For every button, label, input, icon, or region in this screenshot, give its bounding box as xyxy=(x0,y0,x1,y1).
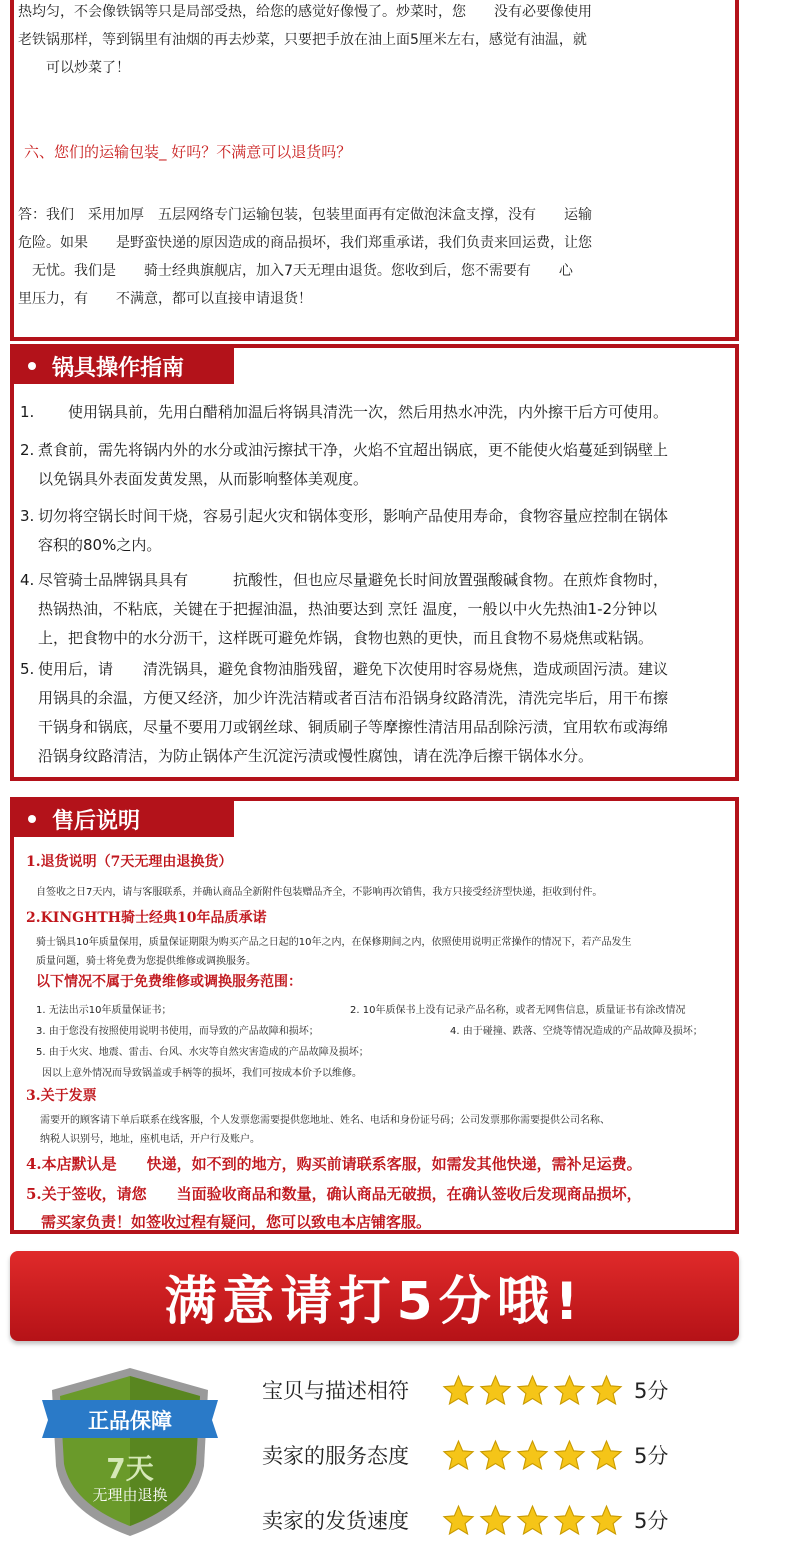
guide-item-num: 2. xyxy=(20,441,35,459)
exclusion-1: 1. 无法出示10年质量保证书； xyxy=(36,1005,172,1016)
rating-label: 卖家的服务态度 xyxy=(262,1444,409,1468)
after-sales-title-tab xyxy=(14,801,234,837)
guide-item-text: 热锅热油，不粘底，关键在于把握油温，热油要达到 烹饪 温度，一般以中火先热油1-2分钟以 xyxy=(38,600,658,618)
shield-big-text: 7天 xyxy=(106,1452,154,1485)
star-icon xyxy=(553,1374,586,1407)
rating-score: 5分 xyxy=(634,1444,669,1468)
after-sales-section xyxy=(10,797,739,1234)
faq-line-3: 可以炒菜了！ xyxy=(18,60,130,76)
banner-text: 满意请打5分哦! xyxy=(164,1271,585,1332)
shield-badge-icon xyxy=(40,1366,220,1538)
faq-answer-3: 无忧。我们是 骑士经典旗舰店，加入7天无理由退货。您收到后，您不需要有 心 xyxy=(18,263,573,279)
guide-item-num: 1. xyxy=(20,403,35,421)
shipping-note: 4.本店默认是 快递，如不到的地方，购买前请联系客服，如需发其他快递，需补足运费。 xyxy=(26,1155,642,1173)
guide-item-text: 煮食前，需先将锅内外的水分或油污擦拭干净，火焰不宜超出锅底，更不能使火焰蔓延到锅壁上 xyxy=(38,441,669,459)
star-icon xyxy=(590,1439,623,1472)
guide-item-text: 上，把食物中的水分沥干，这样既可避免炸锅，食物也熟的更快，而且食物不易烧焦或粘锅。 xyxy=(38,629,654,647)
rating-stars xyxy=(442,1374,632,1407)
star-icon xyxy=(590,1504,623,1537)
receipt-note-1: 5.关于签收，请您 当面验收商品和数量，确认商品无破损，在确认签收后发现商品损坏， xyxy=(26,1185,642,1203)
star-icon xyxy=(442,1504,475,1537)
guide-item-3 xyxy=(20,502,735,560)
faq-line-1: 热均匀，不会像铁锅等只是局部受热，给您的感觉好像慢了。炒菜时，您 没有必要像使用 xyxy=(18,4,592,20)
rating-banner xyxy=(10,1251,739,1341)
rating-label: 卖家的发货速度 xyxy=(262,1509,409,1533)
star-icon xyxy=(590,1374,623,1407)
star-icon xyxy=(479,1374,512,1407)
guide-item-text: 干锅身和锅底，尽量不要用刀或钢丝球、铜质刷子等摩擦性清洁用品刮除污渍，宜用软布或海绵 xyxy=(38,718,669,736)
exclusion-3: 3. 由于您没有按照使用说明书使用，而导致的产品故障和损坏； xyxy=(36,1026,319,1037)
guide-item-text: 切勿将空锅长时间干烧，容易引起火灾和锅体变形，影响产品使用寿命，食物容量应控制在锅体 xyxy=(38,507,669,525)
invoice-text-1: 需要开的顾客请下单后联系在线客服，个人发票您需要提供您地址、姓名、电话和身份证号码；公司发票那你需要提供公司名称、 xyxy=(40,1115,610,1126)
guide-title-tab xyxy=(14,348,234,384)
after-sales-title: 售后说明 xyxy=(52,807,141,834)
return-heading: 1.退货说明（7天无理由退换货） xyxy=(26,854,233,870)
star-icon xyxy=(442,1374,475,1407)
star-icon xyxy=(479,1504,512,1537)
rating-score: 5分 xyxy=(634,1379,669,1403)
star-icon xyxy=(516,1439,549,1472)
faq-question: 六、您们的运输包装_ 好吗？不满意可以退货吗？ xyxy=(24,143,352,161)
invoice-text-2: 纳税人识别号，地址，座机电话，开户行及账户。 xyxy=(40,1134,260,1145)
star-icon xyxy=(442,1439,475,1472)
shield-top-text: 正品保障 xyxy=(88,1409,172,1433)
exclusion-2: 2. 10年质保书上没有记录产品名称，或者无网售信息，质量证书有涂改情况 xyxy=(350,1005,686,1016)
guide-item-text: 容积的80%之内。 xyxy=(38,536,162,554)
rating-row xyxy=(262,1435,668,1475)
guide-title: 锅具操作指南 xyxy=(52,354,185,381)
star-icon xyxy=(516,1504,549,1537)
guide-item-text: 沿锅身纹路清洁，为防止锅体产生沉淀污渍或慢性腐蚀，请在洗净后擦干锅体水分。 xyxy=(38,747,594,765)
guide-item-text: 尽管骑士品牌锅具具有 抗酸性，但也应尽量避免长时间放置强酸碱食物。在煎炸食物时， xyxy=(38,571,669,589)
bullet-icon xyxy=(28,815,36,823)
rating-row xyxy=(262,1500,668,1540)
shield-bottom-text: 无理由退换 xyxy=(92,1486,168,1504)
exclusions-heading: 以下情况不属于免费维修或调换服务范围： xyxy=(36,974,302,990)
return-text: 自签收之日7天内，请与客服联系，并确认商品全新附件包装赠品齐全，不影响再次销售，我方只接受经济型快递，拒收到付件。 xyxy=(36,887,603,898)
faq-section xyxy=(10,0,739,341)
receipt-note-2: 需买家负责！如签收过程有疑问，您可以致电本店铺客服。 xyxy=(26,1213,432,1231)
guide-item-text: 以免锅具外表面发黄发黑，从而影响整体美观度。 xyxy=(38,470,369,488)
guide-section xyxy=(10,344,739,781)
bullet-icon xyxy=(28,362,36,370)
warranty-heading: 2.KINGHTH骑士经典10年品质承诺 xyxy=(26,910,267,926)
faq-answer-2: 危险。如果 是野蛮快递的原因造成的商品损坏，我们郑重承诺，我们负责来回运费，让您 xyxy=(18,235,592,251)
star-icon xyxy=(516,1374,549,1407)
faq-answer-4: 里压力，有 不满意，都可以直接申请退货！ xyxy=(18,291,312,307)
guide-item-num: 5. xyxy=(20,660,35,678)
exclusion-6: 因以上意外情况而导致锅盖或手柄等的损坏，我们可按成本价予以维修。 xyxy=(42,1068,362,1079)
warranty-text-1: 骑士锅具10年质量保用，质量保证期限为购买产品之日起的10年之内，在保修期间之内，依照使用说明正常操作的情况下，若产品发生 xyxy=(36,937,632,948)
star-icon xyxy=(479,1439,512,1472)
rating-stars xyxy=(442,1439,632,1472)
guide-item-1 xyxy=(20,398,735,427)
rating-label: 宝贝与描述相符 xyxy=(262,1379,409,1403)
guide-item-num: 4. xyxy=(20,571,35,589)
guide-item-4 xyxy=(20,566,735,653)
guide-item-2 xyxy=(20,436,735,494)
guide-item-5 xyxy=(20,655,735,771)
rating-stars xyxy=(442,1504,632,1537)
invoice-heading: 3.关于发票 xyxy=(26,1088,97,1104)
guide-item-text: 用锅具的余温，方便又经济，加少许洗洁精或者百洁布沿锅身纹路清洗，清洗完毕后，用干布擦 xyxy=(38,689,669,707)
faq-line-2: 老铁锅那样，等到锅里有油烟的再去炒菜，只要把手放在油上面5厘米左右，感觉有油温，就 xyxy=(18,32,587,48)
exclusion-4: 4. 由于碰撞、跌落、空烧等情况造成的产品故障及损坏； xyxy=(450,1026,703,1037)
exclusion-5: 5. 由于火灾、地震、雷击、台风、水灾等自然灾害造成的产品故障及损坏； xyxy=(36,1047,369,1058)
rating-row xyxy=(262,1370,668,1410)
star-icon xyxy=(553,1504,586,1537)
guide-item-text: 使用锅具前，先用白醋稍加温后将锅具清洗一次，然后用热水冲洗，内外擦干后方可使用。 xyxy=(38,403,669,421)
guide-item-num: 3. xyxy=(20,507,35,525)
star-icon xyxy=(553,1439,586,1472)
guide-item-text: 使用后，请 清洗锅具，避免食物油脂残留，避免下次使用时容易烧焦，造成顽固污渍。建议 xyxy=(38,660,669,678)
warranty-text-2: 质量问题，骑士将免费为您提供维修或调换服务。 xyxy=(36,956,256,967)
rating-score: 5分 xyxy=(634,1509,669,1533)
faq-answer-1: 答：我们 采用加厚 五层网络专门运输包装，包装里面再有定做泡沫盒支撑，没有 运输 xyxy=(18,207,592,223)
